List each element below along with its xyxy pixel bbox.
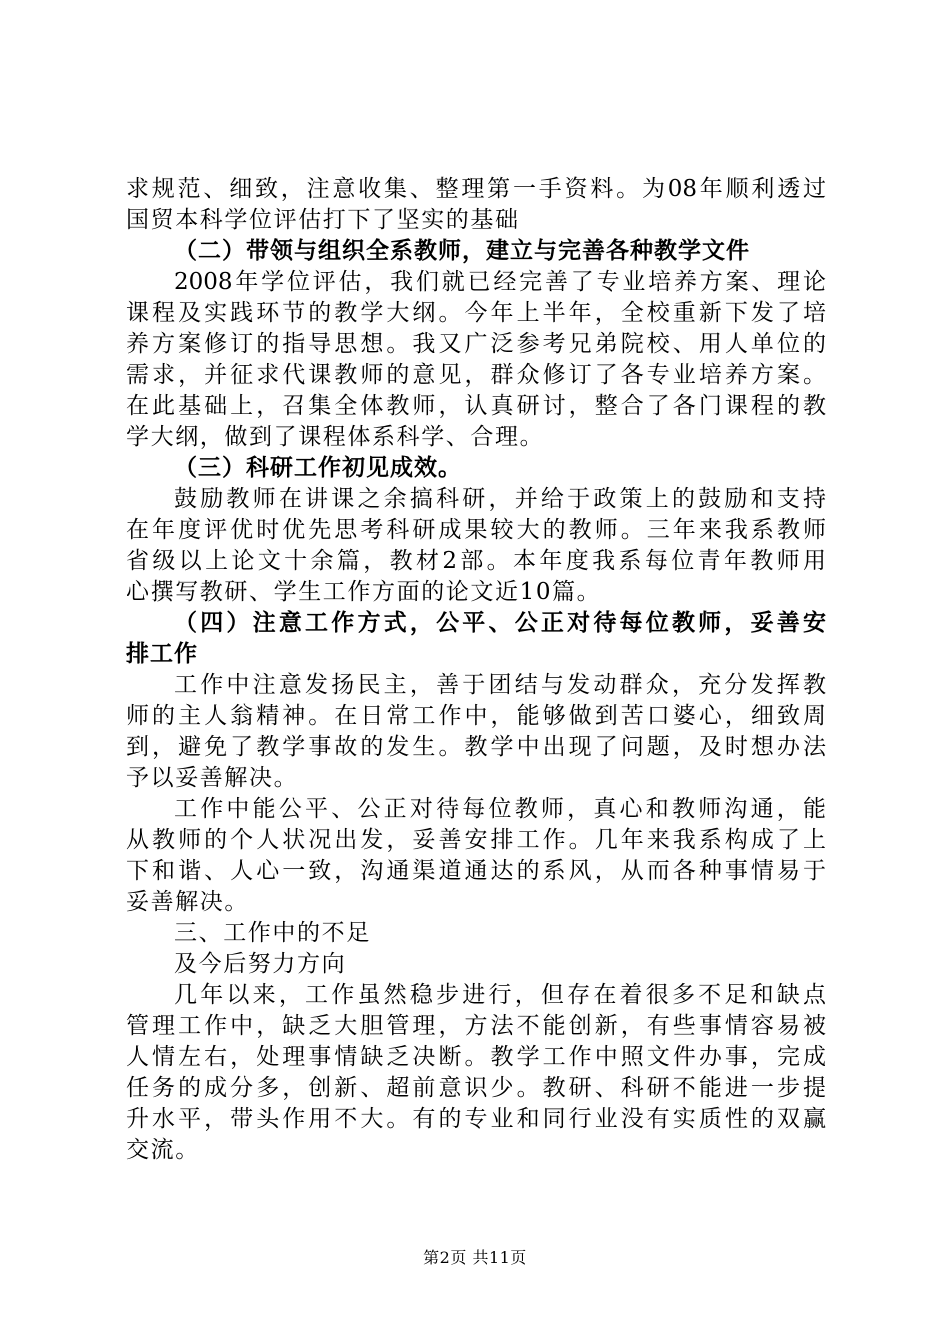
body-line: 下和谐、人心一致，沟通渠道通达的系风，从而各种事情易于 (126, 858, 826, 884)
body-line: 工作中注意发扬民主，善于团结与发动群众，充分发挥教 (174, 672, 826, 698)
section-heading: （二）带领与组织全系教师，建立与完善各种教学文件 (174, 238, 750, 264)
section-heading: 排工作 (126, 641, 198, 667)
body-line: 妥善解决。 (126, 889, 249, 915)
body-line: 需求，并征求代课教师的意见，群众修订了各专业培养方案。 (126, 362, 826, 388)
body-line: 从教师的个人状况出发，妥善安排工作。几年来我系构成了上 (126, 827, 826, 853)
body-line: 2008年学位评估，我们就已经完善了专业培养方案、理论 (174, 269, 826, 295)
body-line: 国贸本科学位评估打下了坚实的基础 (126, 207, 520, 233)
body-line: 升水平，带头作用不大。有的专业和同行业没有实质性的双赢 (126, 1106, 826, 1132)
body-line: 及今后努力方向 (174, 951, 347, 977)
page-footer (0, 1245, 950, 1268)
body-line: 在年度评优时优先思考科研成果较大的教师。三年来我系教师 (126, 517, 826, 543)
body-line: 学大纲，做到了课程体系科学、合理。 (126, 424, 545, 450)
body-line: 心撰写教研、学生工作方面的论文近10篇。 (126, 579, 602, 605)
body-line: 人情左右，处理事情缺乏决断。教学工作中照文件办事，完成 (126, 1044, 826, 1070)
body-line: 鼓励教师在讲课之余搞科研，并给于政策上的鼓励和支持 (174, 486, 826, 512)
body-line: 交流。 (126, 1137, 200, 1163)
body-line: 管理工作中，缺乏大胆管理，方法不能创新，有些事情容易被 (126, 1013, 826, 1039)
body-line: 课程及实践环节的教学大纲。今年上半年，全校重新下发了培 (126, 300, 826, 326)
body-line: 工作中能公平、公正对待每位教师，真心和教师沟通，能 (174, 796, 826, 822)
body-line: 任务的成分多，创新、超前意识少。教研、科研不能进一步提 (126, 1075, 826, 1101)
body-line: 几年以来，工作虽然稳步进行，但存在着很多不足和缺点 (174, 982, 826, 1008)
body-line: 师的主人翁精神。在日常工作中，能够做到苦口婆心，细致周 (126, 703, 826, 729)
page-number: 第2页 共11页 (423, 1248, 527, 1267)
body-line: 省级以上论文十余篇，教材2部。本年度我系每位青年教师用 (126, 548, 826, 574)
section-heading: （四）注意工作方式，公平、公正对待每位教师，妥善安 (174, 610, 826, 636)
body-line: 养方案修订的指导思想。我又广泛参考兄弟院校、用人单位的 (126, 331, 826, 357)
body-line: 求规范、细致，注意收集、整理第一手资料。为08年顺利透过 (126, 176, 826, 202)
body-line: 在此基础上，召集全体教师，认真研讨，整合了各门课程的教 (126, 393, 826, 419)
section-heading: 三、工作中的不足 (174, 920, 371, 946)
body-line: 到，避免了教学事故的发生。教学中出现了问题，及时想办法 (126, 734, 826, 760)
document-body (126, 175, 826, 1167)
section-heading: （三）科研工作初见成效。 (174, 455, 462, 481)
body-line: 予以妥善解决。 (126, 765, 299, 791)
